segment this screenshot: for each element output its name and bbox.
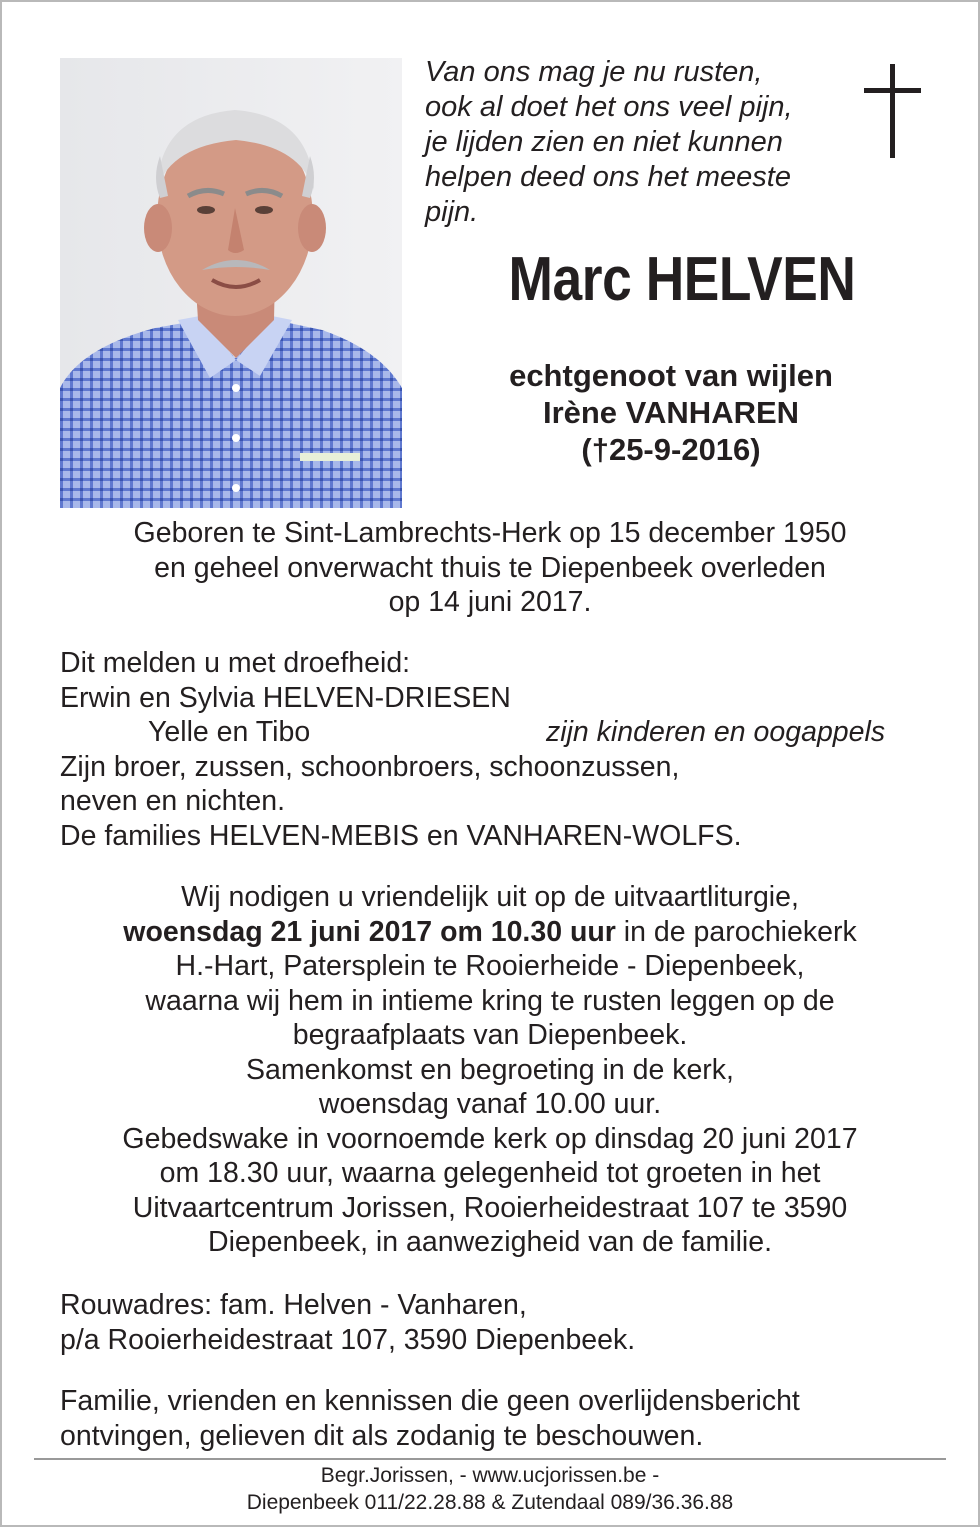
announcement-intro: Dit melden u met droefheid: [60,647,411,679]
poem [425,55,845,230]
service-line: waarna wij hem in intieme kring te rusten leggen op de [145,984,835,1017]
notice-block [60,1384,940,1453]
poem-line: ook al doet het ons veel pijn, [425,91,793,123]
death-line: en geheel onverwacht thuis te Diepenbeek overleden [154,551,826,584]
cross-icon [864,64,922,160]
address-line: p/a Rooierheidestraat 107, 3590 Diepenbeek. [60,1323,636,1356]
portrait-photo [60,58,402,508]
announcement-block [60,646,940,853]
birth-death-block [40,516,940,620]
service-date-line [40,915,940,950]
service-location-start: in de parochiekerk [615,915,857,948]
footer-line: Begr.Jorissen, - www.ucjorissen.be - [320,1464,660,1487]
grandchildren-names: Yelle en Tibo [148,716,311,748]
address-block [60,1288,940,1357]
families-line: De families HELVEN-MEBIS en VANHAREN-WOLFS. [60,819,742,852]
birth-line: Geboren te Sint-Lambrechts-Herk op 15 december 1950 [133,517,847,549]
address-line: Rouwadres: fam. Helven - Vanharen, [60,1289,527,1321]
spouse-name: Irène VANHAREN [542,395,800,430]
service-line: Uitvaartcentrum Jorissen, Rooierheidestraat 107 te 3590 [132,1191,848,1224]
service-line: Gebedswake in voornoemde kerk op dinsdag 20 juni 2017 [122,1122,858,1155]
poem-line: Van ons mag je nu rusten, [425,56,763,88]
service-line: woensdag vanaf 10.00 uur. [318,1088,662,1120]
notice-line: ontvingen, gelieven dit als zodanig te beschouwen. [60,1419,704,1452]
footer-divider [34,1458,946,1460]
spouse-block [420,357,922,468]
footer [0,1462,980,1516]
service-line: Diepenbeek, in aanwezigheid van de familie. [207,1226,773,1258]
service-line: om 18.30 uur, waarna gelegenheid tot groeten in het [159,1157,821,1189]
notice-line: Familie, vrienden en kennissen die geen overlijdensbericht [60,1385,800,1417]
death-date-line: op 14 juni 2017. [388,586,592,618]
relation-label: zijn kinderen en oogappels [546,716,886,748]
service-invite: Wij nodigen u vriendelijk uit op de uitvaartliturgie, [181,881,799,913]
service-line: H.-Hart, Patersplein te Rooierheide - Diepenbeek, [175,950,805,982]
siblings-line: Zijn broer, zussen, schoonbroers, schoonzussen, [60,750,680,783]
portrait-illustration [60,58,402,508]
service-block [40,880,940,1260]
spouse-line: echtgenoot van wijlen [509,358,833,393]
grandchildren-row [60,715,940,750]
deceased-name: Marc HELVEN [508,245,856,314]
service-date: woensdag 21 juni 2017 om 10.30 uur [123,915,616,948]
poem-line: helpen deed ons het meeste [425,161,791,193]
footer-line: Diepenbeek 011/22.28.88 & Zutendaal 089/36.36.88 [246,1491,734,1514]
spouse-death-date: (†25-9-2016) [581,432,761,467]
service-line: Samenkomst en begroeting in de kerk, [246,1053,734,1086]
siblings-line: neven en nichten. [60,785,286,817]
service-line: begraafplaats van Diepenbeek. [292,1019,688,1051]
poem-line: pijn. [425,196,479,228]
poem-line: je lijden zien en niet kunnen [425,126,783,158]
children-names: Erwin en Sylvia HELVEN-DRIESEN [60,681,511,714]
